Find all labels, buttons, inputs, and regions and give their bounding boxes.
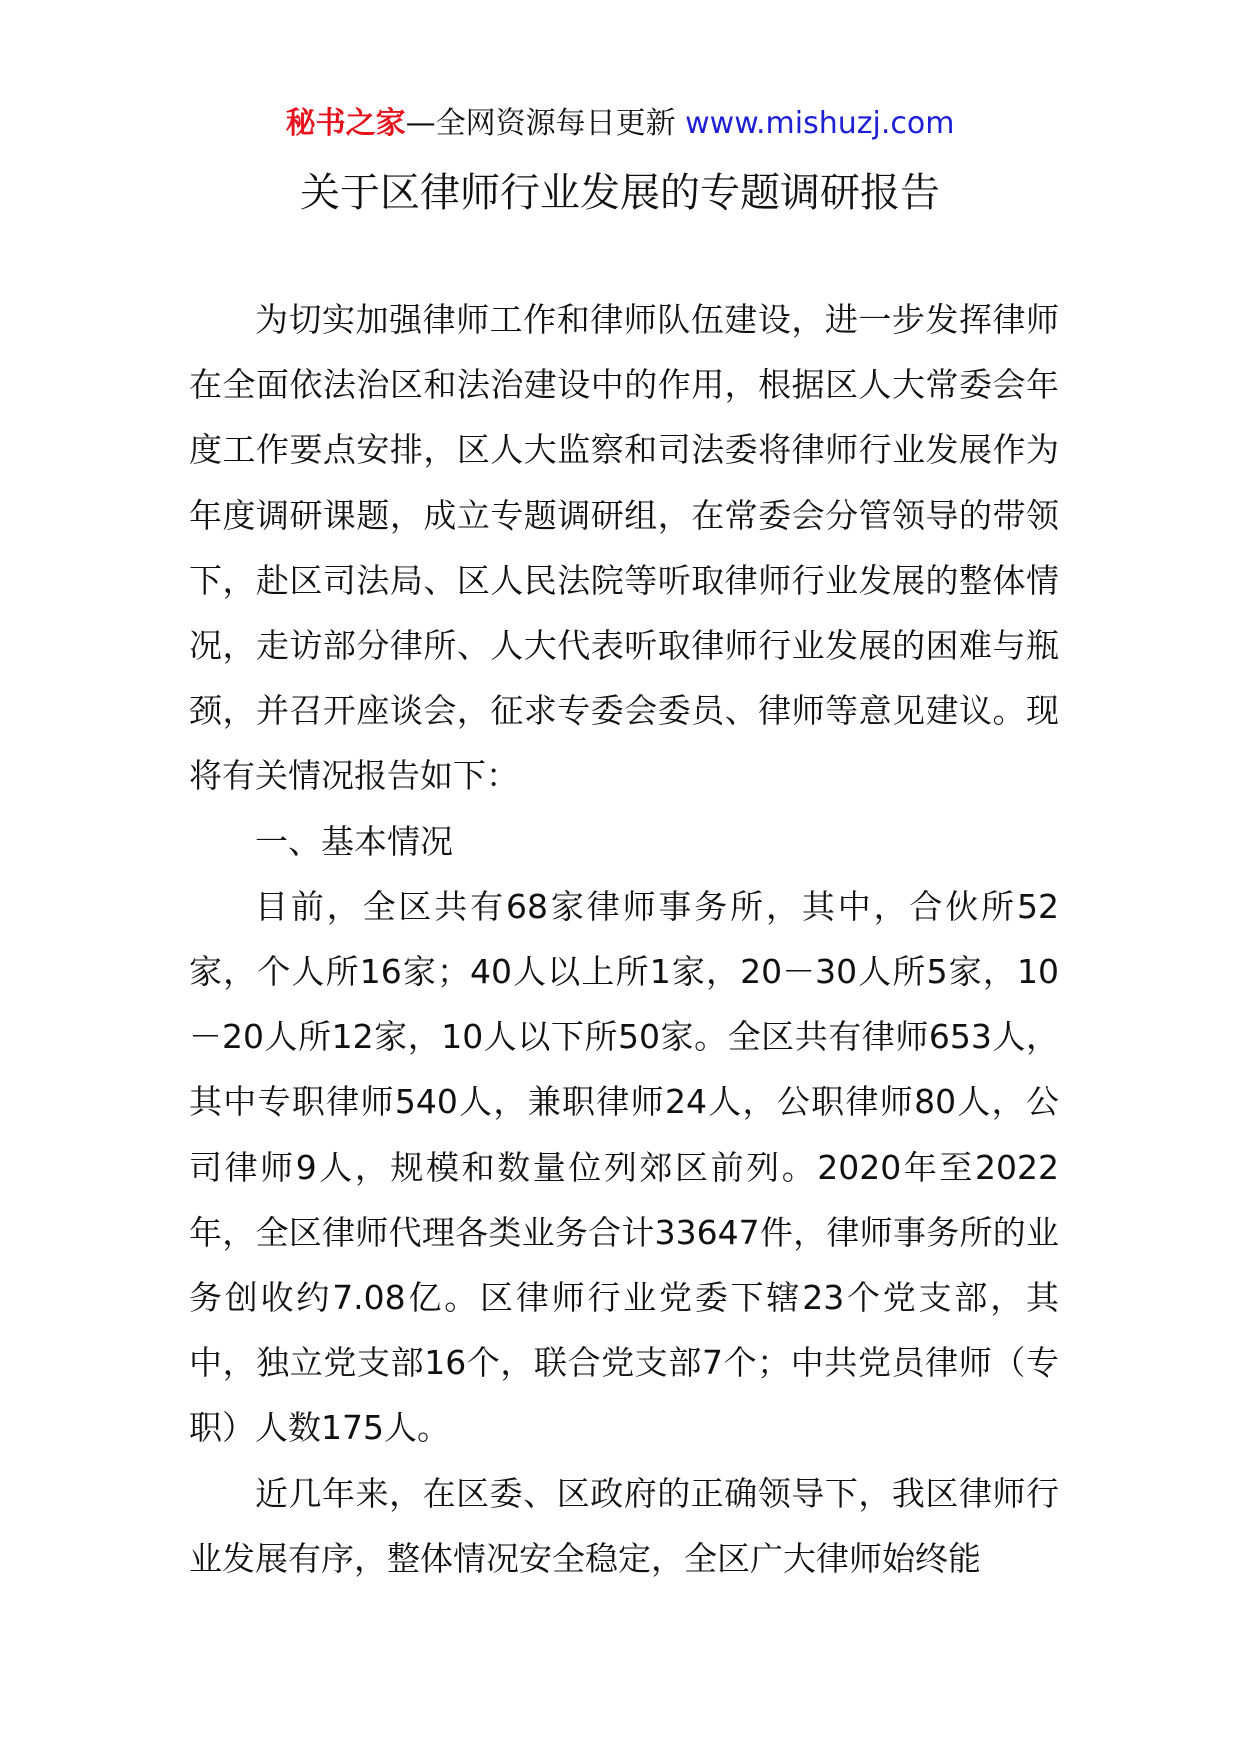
site-brand: 秘书之家 (285, 106, 406, 141)
development-paragraph: 近几年来，在区委、区政府的正确领导下，我区律师行业发展有序，整体情况安全稳定，全区广大律师始终能 (189, 1473, 1059, 1578)
site-tagline: —全网资源每日更新 (405, 106, 686, 141)
section-heading-basic: 一、基本情况 (255, 821, 453, 861)
document-body (189, 287, 1059, 1591)
site-url-link[interactable]: www.mishuzj.com (685, 106, 955, 141)
intro-paragraph: 为切实加强律师工作和律师队伍建设，进一步发挥律师在全面依法治区和法治建设中的作用，根据区人大常委会年度工作要点安排，区人大监察和司法委将律师行业发展作为年度调研课题，成立专题调研组，在常委会分管领导的带领下，赴区司法局、区人民法院等听取律师行业发展的整体情况，走访部分律所、人大代表听取律师行业发展的困难与瓶颈，并召开座谈会，征求专委会委员、律师等意见建议。现将有关情况报告如下： (189, 300, 1059, 796)
statistics-paragraph: 目前，全区共有68家律师事务所，其中，合伙所52家，个人所16家；40人以上所1家，20－30人所5家，10－20人所12家，10人以下所50家。全区共有律师653人，其中专职律师540人，兼职律师24人，公职律师80人，公司律师9人，规模和数量位列郊区前列。2020年至2022年，全区律师代理各类业务合计33647件，律师事务所的业务创收约7.08亿。区律师行业党委下辖23个党支部，其中，独立党支部16个，联合党支部7个；中共党员律师（专职）人数175人。 (189, 886, 1059, 1448)
site-header (0, 98, 1240, 150)
document-title: 关于区律师行业发展的专题调研报告 (300, 170, 940, 216)
